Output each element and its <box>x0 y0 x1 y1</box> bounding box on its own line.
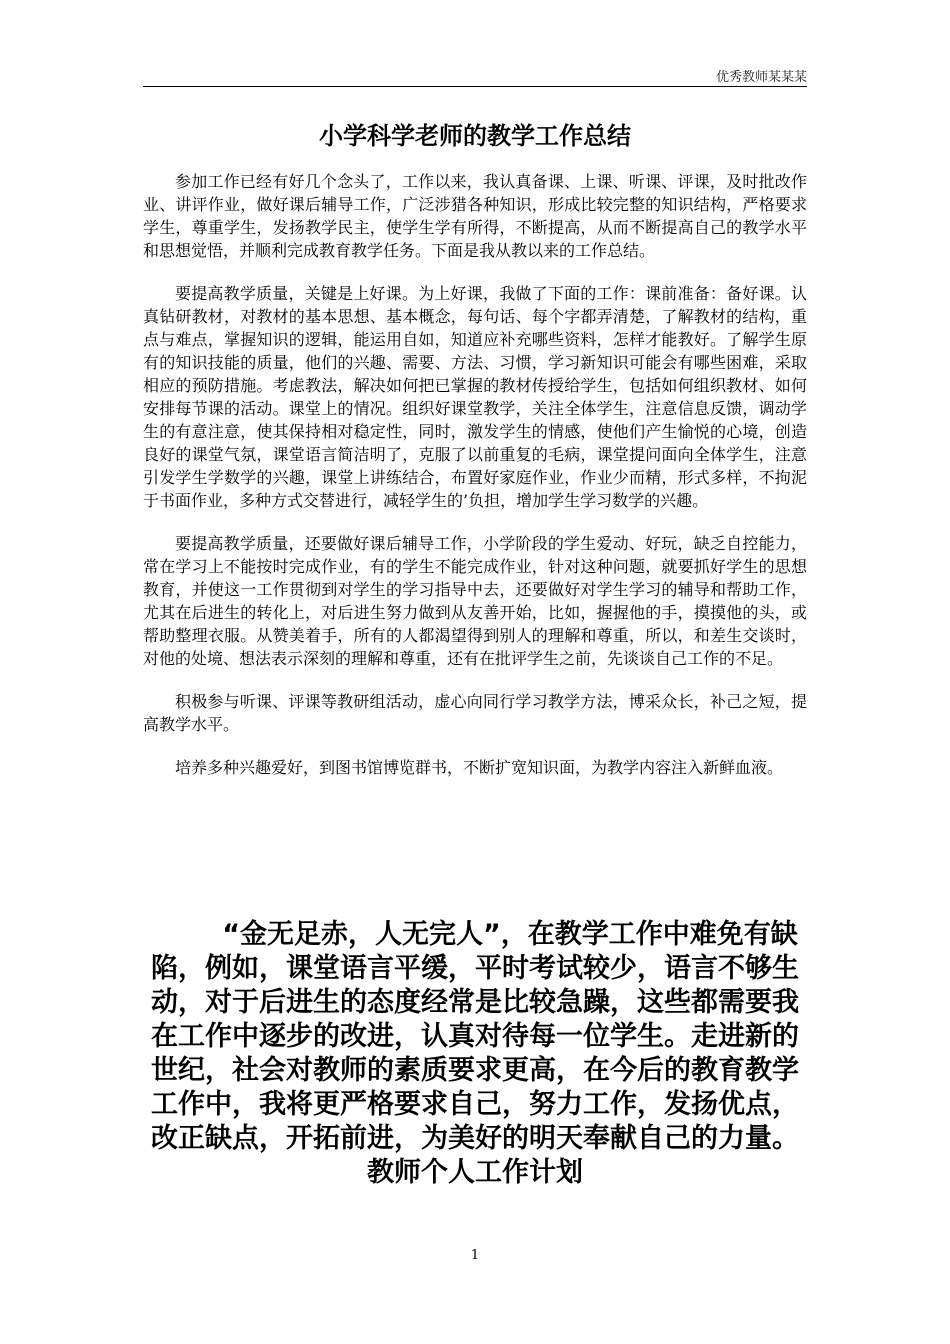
document-body <box>143 170 807 799</box>
paragraph-3: 要提高教学质量，还要做好课后辅导工作，小学阶段的学生爱动、好玩，缺乏自控能力，常在学习上不能按时完成作业，有的学生不能完成作业，针对这种问题，就要抓好学生的思想教育，并使这一工作贯彻到对学生的学习指导中去，还要做好对学生学习的辅导和帮助工作，尤其在后进生的转化上，对后进生努力做到从友善开始，比如，握握他的手，摸摸他的头，或帮助整理衣服。从赞美着手，所有的人都渴望得到别人的理解和尊重，所以，和差生交谈时，对他的处境、想法表示深刻的理解和尊重，还有在批评学生之前，先谈谈自己工作的不足。 <box>143 534 807 668</box>
paragraph-1: 参加工作已经有好几个念头了，工作以来，我认真备课、上课、听课、评课，及时批改作业、讲评作业，做好课后辅导工作，广泛涉猎各种知识，形成比较完整的知识结构，严格要求学生，尊重学生，发扬教学民主，使学生学有所得，不断提高，从而不断提高自己的教学水平和思想觉悟，并顺利完成教育教学任务。下面是我从教以来的工作总结。 <box>143 172 807 260</box>
paragraph-5: 培养多种兴趣爱好，到图书馆博览群书，不断扩宽知识面，为教学内容注入新鲜血液。 <box>175 758 784 777</box>
page-number: 1 <box>470 1248 480 1263</box>
header-divider <box>143 86 807 87</box>
closing-paragraph: “金无足赤，人无完人”，在教学工作中难免有缺陷，例如，课堂语言平缓，平时考试较少，语言不够生动，对于后进生的态度经常是比较急躁，这些都需要我在工作中逐步的改进，认真对待每一位学生。走进新的世纪，社会对教师的素质要求更高，在今后的教育教学工作中，我将更严格要求自己，努力工作，发扬优点，改正缺点，开拓前进，为美好的明天奉献自己的力量。 教师个人工作计划 <box>151 919 799 1188</box>
paragraph-4: 积极参与听课、评课等教研组活动，虚心向同行学习教学方法，博采众长，补己之短，提高教学水平。 <box>143 692 807 734</box>
page-header-text: 优秀教师某某某 <box>715 70 807 85</box>
document-title: 小学科学老师的教学工作总结 <box>319 121 631 150</box>
paragraph-2: 要提高教学质量，关键是上好课。为上好课，我做了下面的工作：课前准备：备好课。认真钻研教材，对教材的基本思想、基本概念，每句话、每个字都弄清楚，了解教材的结构，重点与难点，掌握知识的逻辑，能运用自如，知道应补充哪些资料，怎样才能教好。了解学生原有的知识技能的质量，他们的兴趣、需要、方法、习惯，学习新知识可能会有哪些困难，采取相应的预防措施。考虑教法，解决如何把已掌握的教材传授给学生，包括如何组织教材、如何安排每节课的活动。课堂上的情况。组织好课堂教学，关注全体学生，注意信息反馈，调动学生的有意注意，使其保持相对稳定性，同时，激发学生的情感，使他们产生愉悦的心境，创造良好的课堂气氛，课堂语言简洁明了，克服了以前重复的毛病，课堂提问面向全体学生，注意引发学生学数学的兴趣，课堂上讲练结合，布置好家庭作业，作业少而精，形式多样，不拘泥于书面作业，多种方式交替进行，减轻学生的’负担，增加学生学习数学的兴趣。 <box>143 284 807 510</box>
